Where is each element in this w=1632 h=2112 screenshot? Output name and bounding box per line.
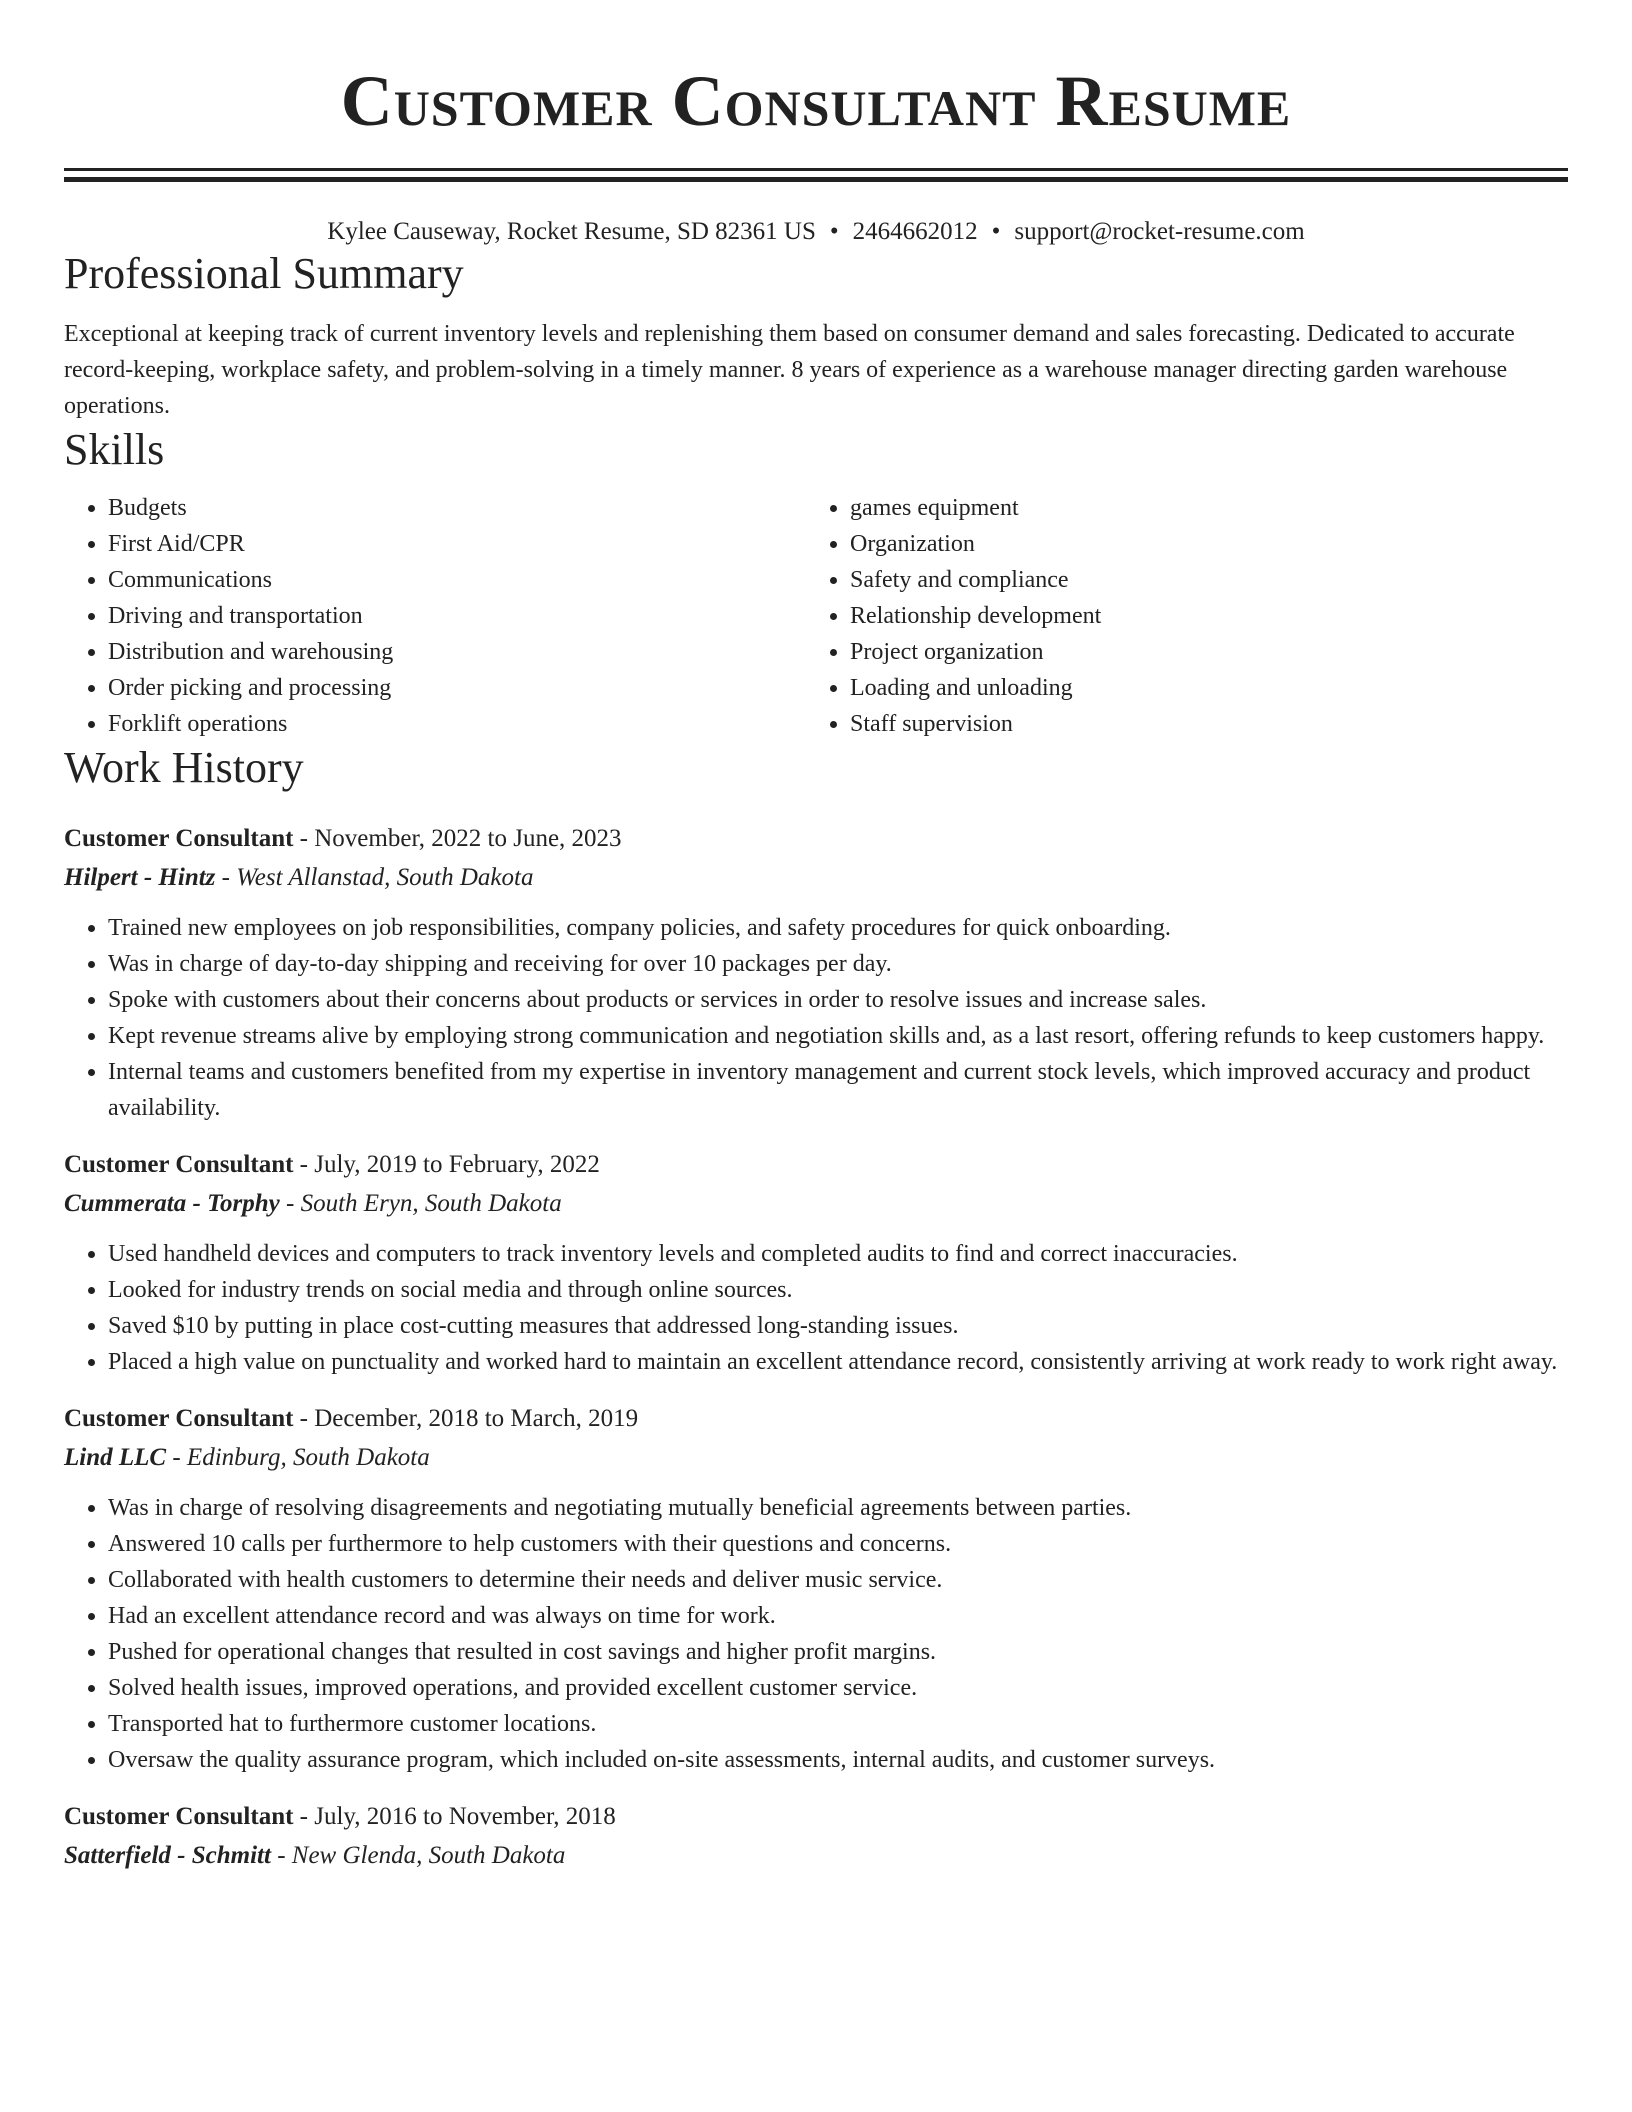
skill-item: • Relationship development — [850, 598, 1548, 634]
skills-list-right — [806, 490, 1548, 742]
skill-item: • Driving and transportation — [108, 598, 806, 634]
job-title: Customer Consultant — [64, 1405, 294, 1432]
skill-item: • Safety and compliance — [850, 562, 1548, 598]
work-history-heading: Work History — [64, 743, 304, 792]
job-bullet: • Internal teams and customers benefited from my expertise in inventory management and current stock levels, which improved accuracy and product availability. — [108, 1054, 1568, 1126]
job-bullets — [64, 1236, 1568, 1380]
job-company: Hilpert - Hintz — [64, 864, 216, 891]
job-location: West Allanstad, South Dakota — [236, 864, 534, 891]
skill-item: • Forklift operations — [108, 706, 806, 742]
job-dates: July, 2019 to February, 2022 — [314, 1151, 600, 1178]
job-dash: - — [293, 825, 315, 852]
summary-text: Exceptional at keeping track of current inventory levels and replenishing them based on consumer demand and sales forecasting. Dedicated to accurate record-keeping, workplace safety, and problem-solving in a timely manner. 8 years of experience as a warehouse manager directing garden warehouse operations. — [64, 321, 1515, 419]
job-bullet: • Was in charge of day-to-day shipping and receiving for over 10 packages per day. — [108, 946, 1568, 982]
job-entry — [64, 1798, 1568, 1876]
job-title: Customer Consultant — [64, 1151, 294, 1178]
job-bullet: • Trained new employees on job responsibilities, company policies, and safety procedures for quick onboarding. — [108, 910, 1568, 946]
job-header — [64, 1146, 1568, 1184]
skill-item: • Communications — [108, 562, 806, 598]
job-title: Customer Consultant — [64, 1803, 294, 1830]
job-bullet: • Kept revenue streams alive by employing strong communication and negotiation skills and, as a last resort, offering refunds to keep customers happy. — [108, 1018, 1568, 1054]
contact-email: support@rocket-resume.com — [1014, 218, 1305, 245]
contact-address: Kylee Causeway, Rocket Resume, SD 82361 US — [327, 218, 816, 245]
job-employer — [64, 1836, 1568, 1876]
job-location: South Eryn, South Dakota — [300, 1190, 562, 1217]
job-bullet: • Answered 10 calls per furthermore to help customers with their questions and concerns. — [108, 1526, 1568, 1562]
job-bullet: • Solved health issues, improved operations, and provided excellent customer service. — [108, 1670, 1568, 1706]
job-bullet: • Used handheld devices and computers to track inventory levels and completed audits to find and correct inaccuracies. — [108, 1236, 1568, 1272]
skill-item: • Budgets — [108, 490, 806, 526]
job-title: Customer Consultant — [64, 825, 294, 852]
skills-columns — [64, 490, 1568, 742]
job-dash: - — [215, 864, 237, 891]
job-bullet: • Collaborated with health customers to determine their needs and deliver music service. — [108, 1562, 1568, 1598]
job-header — [64, 820, 1568, 858]
job-location: Edinburg, South Dakota — [186, 1444, 430, 1471]
skill-item: • Organization — [850, 526, 1548, 562]
job-bullet: • Was in charge of resolving disagreements and negotiating mutually beneficial agreements between parties. — [108, 1490, 1568, 1526]
contact-line — [64, 216, 1568, 248]
job-company: Lind LLC — [64, 1444, 167, 1471]
job-bullets — [64, 1490, 1568, 1778]
skill-item: • Project organization — [850, 634, 1548, 670]
job-company: Satterfield - Schmitt — [64, 1842, 271, 1869]
job-employer — [64, 1438, 1568, 1478]
summary-heading: Professional Summary — [64, 249, 464, 298]
job-company: Cummerata - Torphy — [64, 1190, 280, 1217]
skills-heading: Skills — [64, 425, 165, 474]
skill-item: • Loading and unloading — [850, 670, 1548, 706]
job-bullet: • Had an excellent attendance record and was always on time for work. — [108, 1598, 1568, 1634]
job-bullet: • Oversaw the quality assurance program, which included on-site assessments, internal audits, and customer surveys. — [108, 1742, 1568, 1778]
job-bullet: • Spoke with customers about their concerns about products or services in order to resolve issues and increase sales. — [108, 982, 1568, 1018]
job-dates: December, 2018 to March, 2019 — [314, 1405, 639, 1432]
job-dash: - — [166, 1444, 187, 1471]
title-rule-top — [64, 168, 1568, 171]
job-location: New Glenda, South Dakota — [291, 1842, 566, 1869]
job-dash: - — [293, 1803, 315, 1830]
skill-item: • games equipment — [850, 490, 1548, 526]
contact-separator: • — [991, 218, 1001, 245]
job-dash: - — [293, 1151, 315, 1178]
skill-item: • Order picking and processing — [108, 670, 806, 706]
job-header — [64, 1400, 1568, 1438]
skill-item: • First Aid/CPR — [108, 526, 806, 562]
job-dash: - — [293, 1405, 315, 1432]
resume-title: Customer Consultant Resume — [340, 61, 1292, 141]
skill-item: • Staff supervision — [850, 706, 1548, 742]
job-dates: July, 2016 to November, 2018 — [314, 1803, 616, 1830]
job-bullet: • Placed a high value on punctuality and worked hard to maintain an excellent attendance record, consistently arriving at work ready to work right away. — [108, 1344, 1568, 1380]
skill-item: • Distribution and warehousing — [108, 634, 806, 670]
job-dates: November, 2022 to June, 2023 — [314, 825, 622, 852]
job-employer — [64, 1184, 1568, 1224]
job-employer — [64, 858, 1568, 898]
job-entry — [64, 1146, 1568, 1380]
title-rule-bottom — [64, 177, 1568, 182]
contact-phone: 2464662012 — [852, 218, 978, 245]
job-bullet: • Saved $10 by putting in place cost-cutting measures that addressed long-standing issues. — [108, 1308, 1568, 1344]
job-header — [64, 1798, 1568, 1836]
job-bullets — [64, 910, 1568, 1126]
job-dash: - — [279, 1190, 301, 1217]
job-bullet: • Pushed for operational changes that resulted in cost savings and higher profit margins. — [108, 1634, 1568, 1670]
job-entry — [64, 820, 1568, 1126]
job-bullet: • Looked for industry trends on social media and through online sources. — [108, 1272, 1568, 1308]
job-dash: - — [270, 1842, 292, 1869]
resume-page — [64, 0, 1568, 1876]
job-entry — [64, 1400, 1568, 1778]
skills-list-left — [64, 490, 806, 742]
contact-separator: • — [829, 218, 839, 245]
job-bullet: • Transported hat to furthermore customer locations. — [108, 1706, 1568, 1742]
